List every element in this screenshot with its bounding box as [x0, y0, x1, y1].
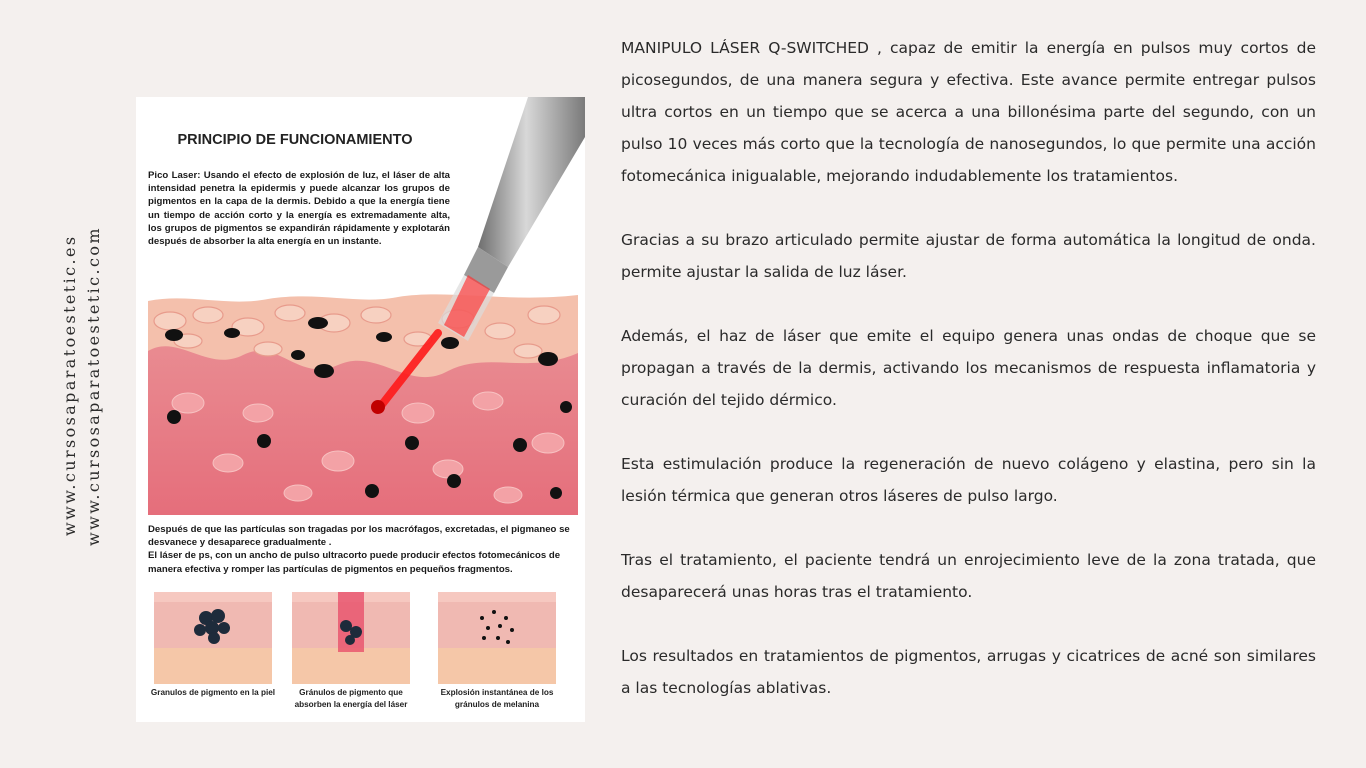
infographic-intro: Pico Laser: Usando el efecto de explosión de luz, el láser de alta intensidad penetra la epidermis y puede alcanzar los grupos de pigmentos en la capa de la dermis. Debido a que la energía tiene un tiempo de acción corto y la energía es extremadamente alta, los grupos de pigmentos se expandirán rápidamente y explotarán después de absorber la alta energía en un instante. [148, 170, 450, 248]
website-url-com: www.cursosaparatoestetic.com [84, 226, 103, 546]
infographic-explanation [148, 523, 574, 576]
thumb-pigment-granules [154, 592, 272, 684]
website-url-es: www.cursosaparatoestetic.es [60, 234, 79, 536]
thumb-melanin-explosion [438, 592, 556, 684]
caption-1: Granulos de pigmento en la piel [150, 688, 276, 697]
infographic-after-2: El láser de ps, con un ancho de pulso ultracorto puede producir efectos fotomecánicos de manera efectiva y romper las partículas de pigmentos en pequeños fragmentos. [148, 550, 561, 575]
paragraph-6: Los resultados en tratamientos de pigmentos, arrugas y cicatrices de acné son similares a las tecnologías ablativas. [621, 647, 1316, 697]
paragraph-3: Además, el haz de láser que emite el equipo genera unas ondas de choque que se propagan a través de la dermis, activando los mecanismos de respuesta inflamatoria y curación del tejido dérmico. [621, 327, 1316, 409]
laser-handpiece [398, 97, 585, 427]
paragraph-4: Esta estimulación produce la regeneración de nuevo colágeno y elastina, pero sin la lesión térmica que generan otros láseres de pulso largo. [621, 455, 1316, 505]
infographic-after-1: Después de que las partículas son tragadas por los macrófagos, excretadas, el pigmaneo se desvanece y desaparece gradualmente . [148, 524, 570, 549]
infographic [136, 97, 585, 722]
article-body [621, 32, 1316, 704]
caption-2: Gránulos de pigmento que absorben la energía del láser [294, 688, 408, 709]
infographic-title: PRINCIPIO DE FUNCIONAMIENTO [177, 132, 413, 148]
paragraph-5: Tras el tratamiento, el paciente tendrá un enrojecimiento leve de la zona tratada, que desaparecerá unas horas tras el tratamiento. [621, 551, 1316, 601]
paragraph-1: MANIPULO LÁSER Q-SWITCHED , capaz de emitir la energía en pulsos muy cortos de picosegundos, de una manera segura y efectiva. Este avance permite entregar pulsos ultra cortos en un tiempo que se acerca a una billonésima parte del segundo, con un pulso 10 veces más corto que la tecnología de nanosegundos, lo que permite una acción fotomecánica inigualable, mejorando indudablemente los tratamientos. [621, 39, 1316, 185]
caption-3: Explosión instantánea de los gránulos de melanina [440, 688, 554, 709]
paragraph-2: Gracias a su brazo articulado permite ajustar de forma automática la longitud de onda. permite ajustar la salida de luz láser. [621, 231, 1316, 281]
laser-impact [371, 400, 385, 414]
thumb-laser-absorption [292, 592, 410, 684]
